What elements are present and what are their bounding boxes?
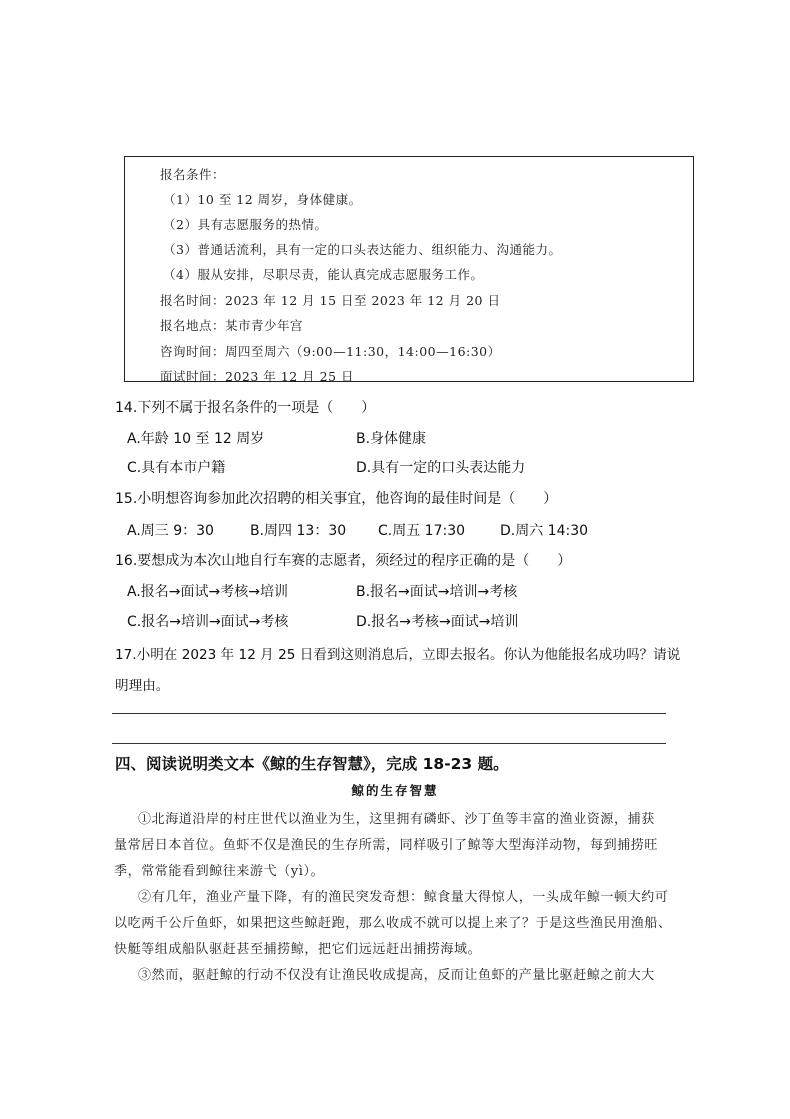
article-paragraph: 量常居日本首位。鱼虾不仅是渔民的生存所需，同样吸引了鲸等大型海洋动物，每到捕捞旺 [114,838,659,853]
q14-option-b: B.身体健康 [356,431,427,447]
article-paragraph: 以吃两千公斤鱼虾，如果把这些鲸赶跑，那么收成不就可以提上来了？于是这些渔民用渔船、 [114,916,672,931]
q15-option-b: B.周四 13：30 [250,523,347,539]
article-paragraph: ②有几年，渔业产量下降，有的渔民突发奇想：鲸食量大得惊人，一头成年鲸一顿大约可 [138,890,669,905]
q14-option-c: C.具有本市户籍 [127,460,226,476]
notice-line: 面试时间：2023 年 12 月 25 日 [160,369,354,384]
section-heading: 四、阅读说明类文本《鲸的生存智慧》，完成 18-23 题。 [115,755,509,773]
q15-option-d: D.周六 14:30 [500,523,589,539]
q14-option-d: D.具有一定的口头表达能力 [356,460,526,476]
notice-line: （4）服从安排，尽职尽责，能认真完成志愿服务工作。 [163,267,484,282]
q15-option-c: C.周五 17:30 [378,523,466,539]
q16-option-a: A.报名→面试→考核→培训 [127,584,288,600]
notice-line: 报名时间：2023 年 12 月 15 日至 2023 年 12 月 20 日 [160,293,501,308]
notice-line: （2）具有志愿服务的热情。 [163,217,328,232]
answer-line [112,713,666,714]
question-14-stem: 14.下列不属于报名条件的一项是（ ） [115,400,376,416]
q16-option-c: C.报名→培训→面试→考核 [127,614,289,630]
notice-line: 报名条件： [160,167,226,182]
article-paragraph: 季，常常能看到鲸往来游弋（yì）。 [114,864,325,879]
article-paragraph: ①北海道沿岸的村庄世代以渔业为生，这里拥有磷虾、沙丁鱼等丰富的渔业资源，捕获 [138,812,655,827]
q16-option-d: D.报名→考核→面试→培训 [356,614,519,630]
q14-option-a: A.年龄 10 至 12 周岁 [127,431,265,447]
notice-line: 咨询时间：周四至周六（9:00—11:30，14:00—16:30） [160,344,501,359]
question-17-stem: 17.小明在 2023 年 12 月 25 日看到这则消息后，立即去报名。你认为他能报名成功吗？请说 [115,647,681,663]
q16-option-b: B.报名→面试→培训→考核 [356,584,518,600]
notice-line: （3）普通话流利，具有一定的口头表达能力、组织能力、沟通能力。 [163,242,562,257]
article-paragraph: ③然而，驱赶鲸的行动不仅没有让渔民收成提高，反而让鱼虾的产量比驱赶鲸之前大大 [138,968,655,983]
notice-line: （1）10 至 12 周岁，身体健康。 [163,192,362,207]
question-16-stem: 16.要想成为本次山地自行车赛的志愿者，须经过的程序正确的是（ ） [115,553,572,569]
answer-line [112,743,666,744]
article-title: 鲸的生存智慧 [351,783,439,798]
notice-line: 报名地点：某市青少年宫 [160,318,304,333]
article-paragraph: 快艇等组成船队驱赶甚至捕捞鲸，把它们远远赶出捕捞海域。 [114,942,482,957]
q15-option-a: A.周三 9：30 [127,523,214,539]
question-17-stem-cont: 明理由。 [115,678,170,694]
question-15-stem: 15.小明想咨询参加此次招聘的相关事宜，他咨询的最佳时间是（ ） [115,491,558,507]
